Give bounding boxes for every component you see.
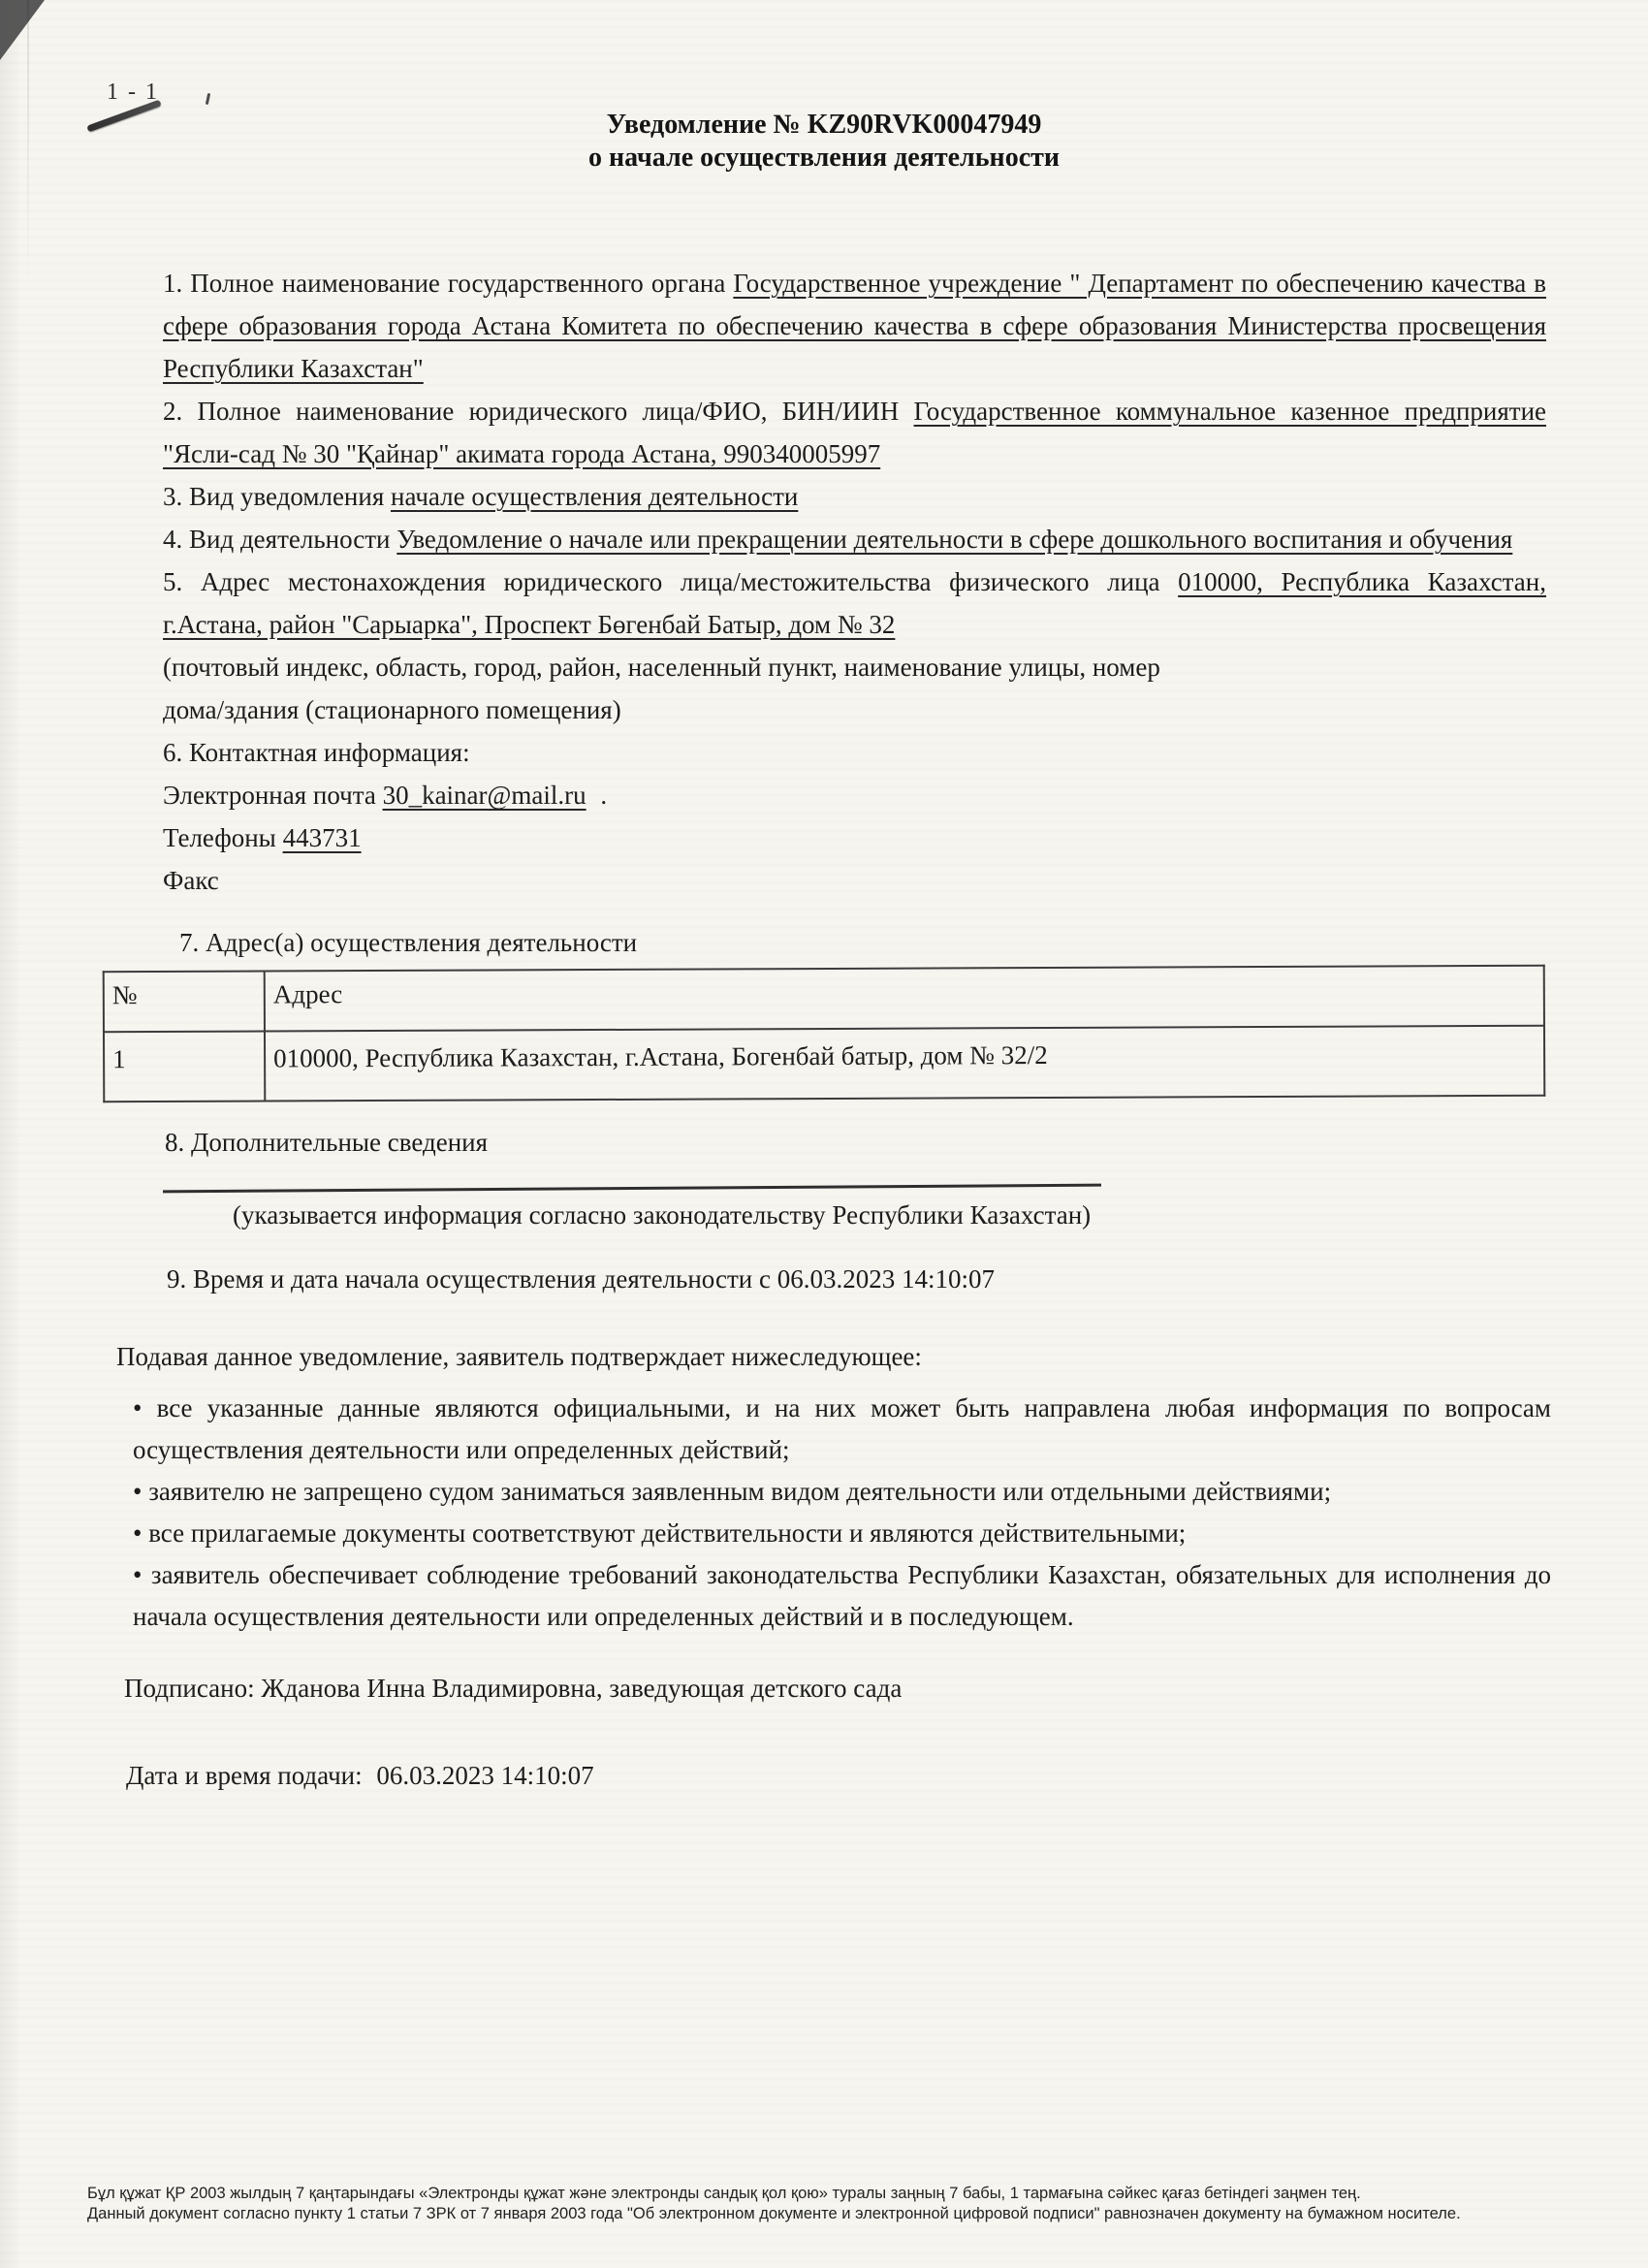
clause-4 [163,518,1546,560]
table-header-address: Адрес [265,966,1544,1032]
phone-line [163,816,1546,859]
fax-line: Факс [163,866,219,895]
page-number-marker: 1 - 1 [107,80,159,105]
table-cell-address: 010000, Республика Казахстан, г.Астана, Богенбай батыр, дом № 32/2 [265,1026,1544,1102]
signature-line [124,1667,1546,1709]
phone-label: Телефоны [163,823,276,852]
legal-footer [87,2184,1580,2224]
clause-5-note-line2: дома/здания (стационарного помещения) [163,695,621,724]
clause-1-value: Государственное учреждение " Департамент по обеспечению качества в сфере образования города Астана Комитета по обеспечению качества в сфере образования Министерства просвещения Республики Казахстан" [163,269,1546,383]
clause-3-value: начале осуществления деятельности [391,482,799,511]
clause-9-label: 9. Время и дата начала осуществления деятельности с [167,1264,771,1294]
email-suffix: . [600,781,608,810]
submission-date-value: 06.03.2023 14:10:07 [376,1761,594,1790]
table-header-number: № [104,972,265,1033]
email-value: 30_kainar@mail.ru [382,781,586,810]
clause-2 [163,390,1546,475]
legal-footer-line-ru: Данный документ согласно пункту 1 статьи 7 ЗРК от 7 января 2003 года "Об электронном документе и электронной цифровой подписи" равнозначен документу на бумажном носителе. [87,2205,1461,2222]
submission-date-label: Дата и время подачи: [126,1761,363,1790]
clause-7-heading: 7. Адрес(а) осуществления деятельности [179,928,638,957]
clause-3 [163,475,1546,518]
clause-4-label: 4. Вид деятельности [163,525,391,554]
clause-5-note-line1: (почтовый индекс, область, город, район, населенный пункт, наименование улицы, номер [163,653,1160,682]
clause-9-value: 06.03.2023 14:10:07 [776,1264,995,1294]
scan-crease-line [27,0,29,291]
notification-clauses [163,262,1546,902]
clause-4-value: Уведомление о начале или прекращении деятельности в сфере дошкольного воспитания и обучения [396,525,1513,554]
submission-date-line [126,1754,1546,1797]
table-row [104,1026,1544,1102]
additional-info-rule [163,1184,1101,1194]
clause-2-value: Государственное коммунальное казенное предприятие "Ясли-сад № 30 "Қайнар" акимата города Астана, 990340005997 [163,397,1547,468]
clause-1-label: 1. Полное наименование государственного органа [163,269,726,298]
declaration-bullet-3: • все прилагаемые документы соответствуют действительности и являются действительными; [133,1518,1187,1548]
clause-8-caption: (указывается информация согласно законодательству Республики Казахстан) [233,1200,1092,1230]
clause-2-label: 2. Полное наименование юридического лица/ФИО, БИН/ИИН [163,397,900,426]
document-title-subject: о начале осуществления деятельности [587,143,1061,173]
declaration-intro: Подавая данное уведомление, заявитель подтверждает нижеследующее: [116,1342,922,1371]
declaration-bullet-1: • все указанные данные являются официальными, и на них может быть направлена любая информация по вопросам осуществления деятельности или определенных действий; [133,1393,1551,1464]
declaration-bullet-2: • заявителю не запрещено судом заниматься заявленным видом деятельности или отдельными действиями; [133,1477,1332,1506]
document-title [0,0,1648,175]
clause-1 [163,262,1546,390]
activity-address-table [103,965,1546,1102]
declaration-bullets [133,1388,1551,1638]
clause-8-heading: 8. Дополнительные сведения [165,1128,489,1157]
signature-value: Жданова Инна Владимировна, заведующая детского сада [261,1674,903,1703]
document-title-number: Уведомление № KZ90RVK00047949 [606,110,1042,140]
declaration-bullet-4: • заявитель обеспечивает соблюдение требований законодательства Республики Казахстан, обязательных для исполнения до начала осуществления деятельности или определенных действий и в последующем. [133,1560,1551,1631]
phone-value: 443731 [282,823,362,852]
clause-5-label: 5. Адрес местонахождения юридического лица/местожительства физического лица [163,567,1160,596]
legal-footer-line-kk: Бұл құжат ҚР 2003 жылдың 7 қаңтарындағы «Электронды құжат және электронды сандық қол қою» туралы заңның 7 бабы, 1 тармағына сәйкес қағаз бетіндегі заңмен тең. [87,2185,1361,2202]
clause-5 [163,560,1546,646]
signature-label: Подписано: [124,1674,255,1703]
clause-5-value: 010000, Республика Казахстан, г.Астана, район "Сарыарка", Проспект Бөгенбай Батыр, дом № 32 [163,567,1546,639]
table-cell-number: 1 [104,1032,265,1102]
clause-3-label: 3. Вид уведомления [163,482,385,511]
clause-6-heading: 6. Контактная информация: [163,738,470,767]
email-line [163,774,1546,816]
table-header-row [104,966,1544,1032]
email-label: Электронная почта [163,781,376,810]
clause-9 [167,1258,1546,1300]
